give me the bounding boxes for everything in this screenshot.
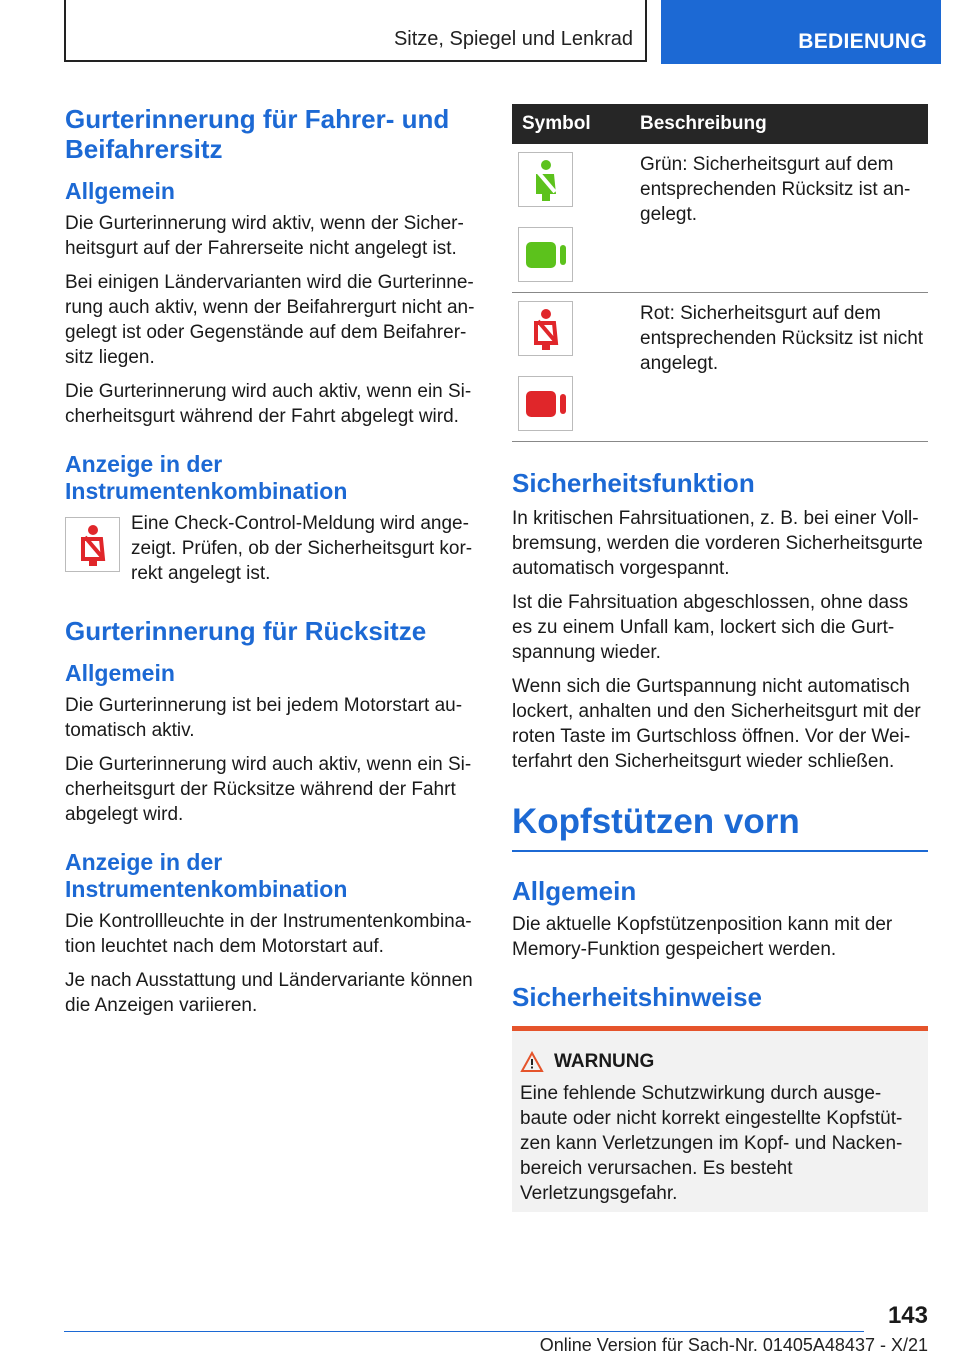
- heading-driver-belt-reminder: Gurterinnerung für Fahrer- und Beifahrersitz: [65, 104, 450, 164]
- right-column: [512, 104, 928, 1212]
- paragraph: In kritischen Fahrsituationen, z. B. bei einer Vollbremsung, werden die vorderen Sicherheitsgurte automatisch vorgespannt.: [512, 508, 923, 579]
- warning-label: WARNUNG: [554, 1051, 655, 1072]
- heading-safety-function: Sicherheitsfunktion: [512, 468, 755, 498]
- footer-rule: [64, 1331, 864, 1332]
- heading-front-headrests: Kopfstützen vorn: [512, 802, 800, 841]
- heading-rule: [512, 850, 928, 852]
- paragraph: Ist die Fahrsituation abgeschlossen, ohne dass es zu einem Unfall kam, lockert sich die Gurtspannung wieder.: [512, 592, 909, 663]
- chapter-label: BEDIENUNG: [798, 30, 927, 53]
- chapter-tab[interactable]: [661, 0, 941, 64]
- heading-rear-belt-reminder: Gurterinnerung für Rücksitze: [65, 616, 427, 646]
- section-title: Sitze, Spiegel und Lenkrad: [393, 28, 633, 50]
- table-cell-description: Rot: Sicherheitsgurt auf dem entsprechenden Rücksitz ist nicht angelegt.: [640, 293, 928, 442]
- paragraph: Die Gurterinnerung wird aktiv, wenn der Sicherheitsgurt auf der Fahrerseite nicht angelegt ist.: [65, 213, 464, 259]
- display-note-text: Eine Check-Control-Meldung wird angezeigt. Prüfen, ob der Sicherheitsgurt korrekt angelegt ist.: [131, 513, 473, 584]
- warning-text: Eine fehlende Schutzwirkung durch ausgebaute oder nicht korrekt eingestellte Kopfstützen kann Verletzungen im Kopf- und Nackenbereich verursachen. Es besteht Verletzungsgefahr.: [520, 1083, 903, 1204]
- online-version-note: Online Version für Sach-Nr. 01405A48437 - X/21: [539, 1335, 928, 1355]
- subheading-general-2: Allgemein: [65, 660, 175, 686]
- paragraph: Die aktuelle Kopfstützenposition kann mit der Memory-Funktion gespeichert werden.: [512, 914, 893, 960]
- seatbelt-warning-icon: [65, 517, 120, 572]
- red-indicator-icon: [518, 376, 573, 431]
- heading-safety-notes: Sicherheitshinweise: [512, 982, 762, 1012]
- warning-triangle-icon: [520, 1051, 544, 1073]
- display-note: [65, 511, 477, 586]
- header-left-box: [64, 0, 647, 62]
- warning-box: [512, 1026, 928, 1212]
- green-indicator-icon: [518, 227, 573, 282]
- page-number: 143: [887, 1302, 928, 1329]
- paragraph: Bei einigen Ländervarianten wird die Gurterinnerung auch aktiv, wenn der Beifahrergurt nicht angelegt ist oder Gegenstände auf dem Beifahrersitz liegen.: [65, 272, 475, 368]
- paragraph: Je nach Ausstattung und Ländervariante können die Anzeigen variieren.: [65, 970, 473, 1016]
- subheading-general-1: Allgemein: [65, 178, 175, 204]
- symbol-table: [512, 104, 928, 442]
- seatbelt-red-icon: [518, 301, 573, 356]
- table-header-description: Beschreibung: [640, 104, 928, 144]
- table-row: [512, 144, 928, 293]
- paragraph: Die Gurterinnerung ist bei jedem Motorstart automatisch aktiv.: [65, 695, 463, 741]
- paragraph: Die Gurterinnerung wird auch aktiv, wenn ein Sicherheitsgurt der Rücksitze während der Fahrt abgelegt wird.: [65, 754, 472, 825]
- subheading-general-3: Allgemein: [512, 876, 637, 906]
- table-row: [512, 293, 928, 442]
- subheading-display-2: Anzeige in der Instrumentenkombination: [65, 849, 348, 902]
- table-header-symbol: Symbol: [512, 104, 640, 144]
- left-column: [65, 104, 477, 1027]
- subheading-display-1: Anzeige in der Instrumentenkombination: [65, 451, 348, 504]
- seatbelt-green-icon: [518, 152, 573, 207]
- paragraph: Wenn sich die Gurtspannung nicht automatisch lockert, anhalten und den Sicherheitsgurt mit der roten Taste im Gurtschloss öffnen. Vor der Weiterfahrt den Sicherheitsgurt wieder schließen.: [512, 676, 921, 772]
- paragraph: Die Gurterinnerung wird auch aktiv, wenn ein Sicherheitsgurt während der Fahrt abgelegt wird.: [65, 381, 472, 427]
- paragraph: Die Kontrollleuchte in der Instrumentenkombination leuchtet nach dem Motorstart auf.: [65, 911, 472, 957]
- table-cell-description: Grün: Sicherheitsgurt auf dem entsprechenden Rücksitz ist angelegt.: [640, 144, 928, 293]
